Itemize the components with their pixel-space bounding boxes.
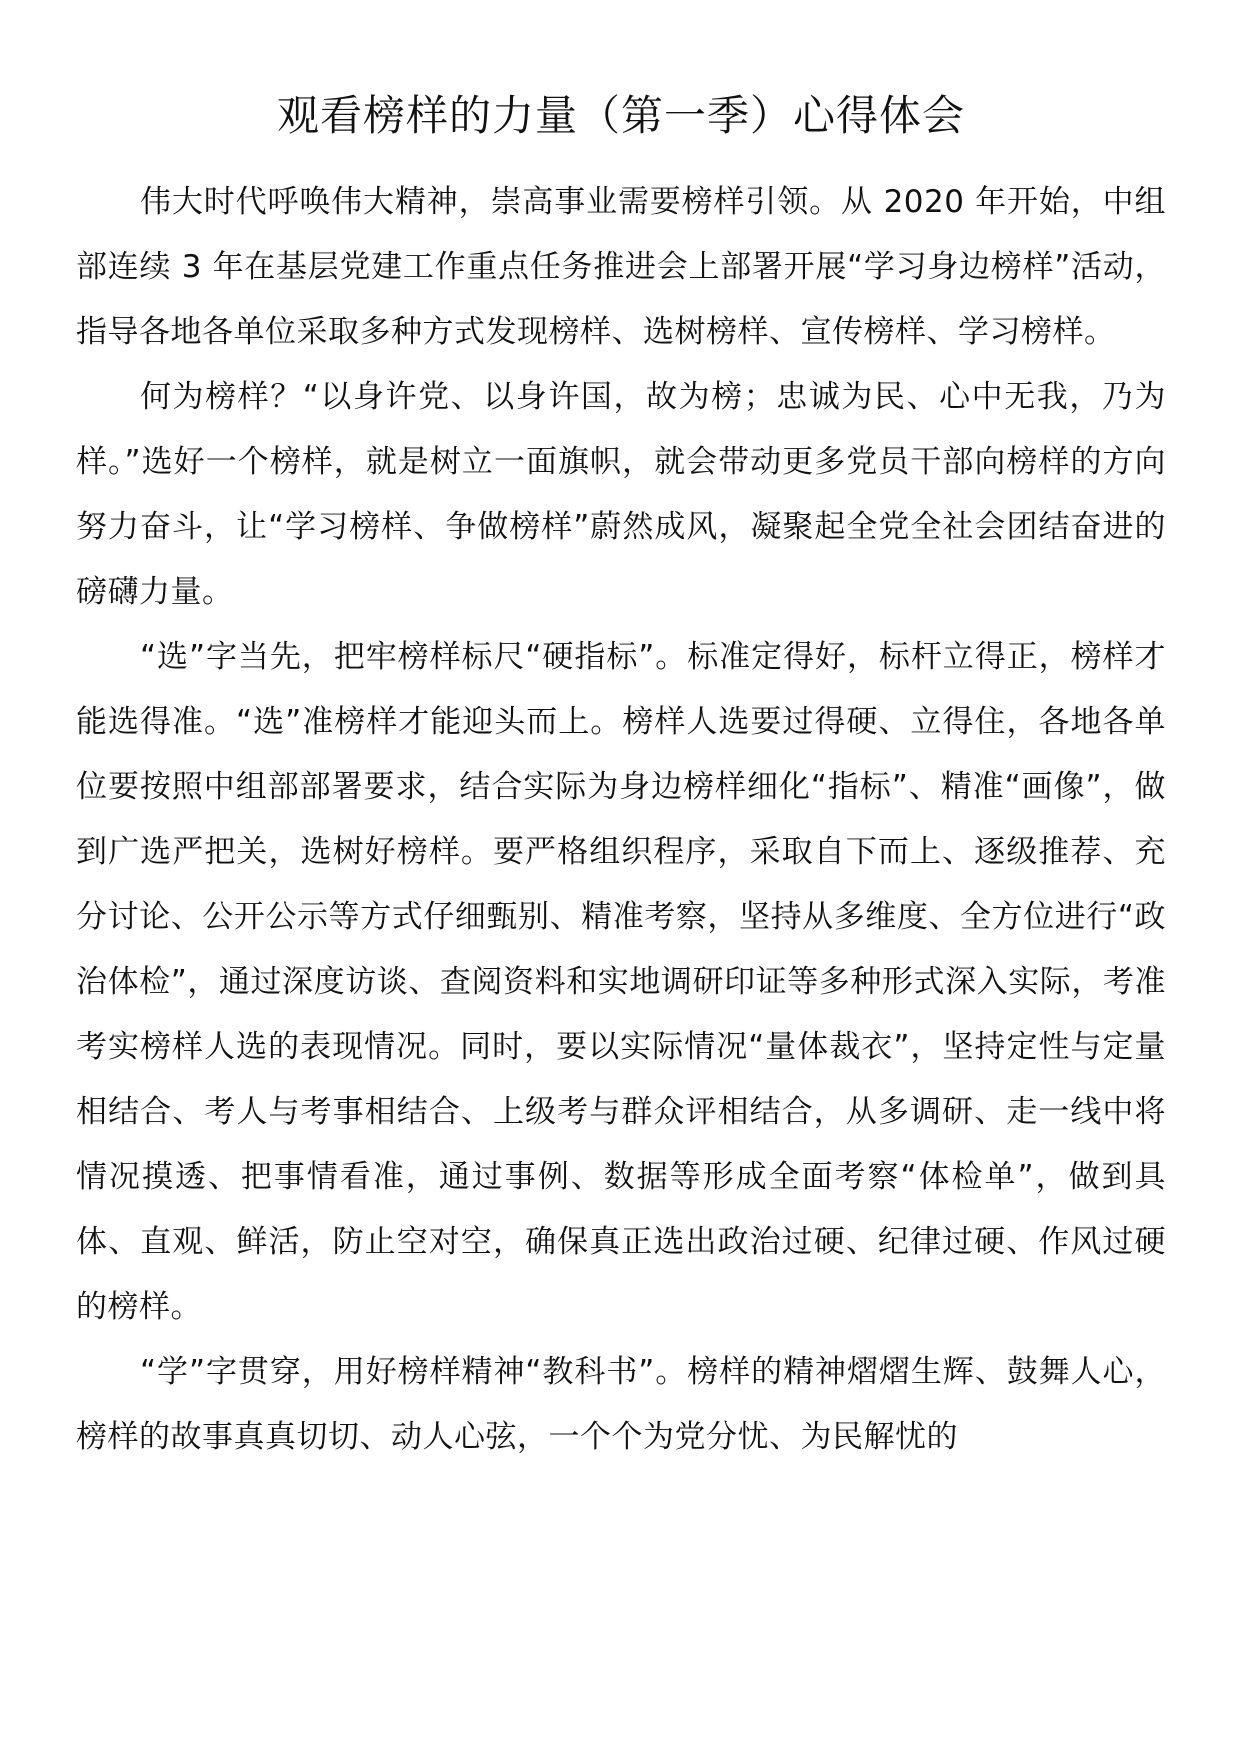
- document-title: 观看榜样的力量（第一季）心得体会: [276, 91, 965, 140]
- paragraph-learn: “学”字贯穿，用好榜样精神“教科书”。榜样的精神熠熠生辉、鼓舞人心，榜样的故事真真切切、动人心弦，一个个为党分忧、为民解忧的: [76, 1354, 1166, 1455]
- paragraph-intro: 伟大时代呼唤伟大精神，崇高事业需要榜样引领。从 2020 年开始，中组部连续 3 年在基层党建工作重点任务推进会上部署开展“学习身边榜样”活动，指导各地各单位采取多种方式发现榜样、选树榜样、宣传榜样、学习榜样。: [76, 184, 1166, 350]
- paragraph-what-is-role-model: 何为榜样？“以身许党、以身许国，故为榜；忠诚为民、心中无我，乃为样。”选好一个榜样，就是树立一面旗帜，就会带动更多党员干部向榜样的方向努力奋斗，让“学习榜样、争做榜样”蔚然成风，凝聚起全党全社会团结奋进的磅礴力量。: [76, 379, 1166, 610]
- paragraph-select: “选”字当先，把牢榜样标尺“硬指标”。标准定得好，标杆立得正，榜样才能选得准。“选”准榜样才能迎头而上。榜样人选要过得硬、立得住，各地各单位要按照中组部部署要求，结合实际为身边榜样细化“指标”、精准“画像”，做到广选严把关，选树好榜样。要严格组织程序，采取自下而上、逐级推荐、充分讨论、公开公示等方式仔细甄别、精准考察，坚持从多维度、全方位进行“政治体检”，通过深度访谈、查阅资料和实地调研印证等多种形式深入实际，考准考实榜样人选的表现情况。同时，要以实际情况“量体裁衣”，坚持定性与定量相结合、考人与考事相结合、上级考与群众评相结合，从多调研、走一线中将情况摸透、把事情看准，通过事例、数据等形成全面考察“体检单”，做到具体、直观、鲜活，防止空对空，确保真正选出政治过硬、纪律过硬、作风过硬的榜样。: [76, 639, 1166, 1325]
